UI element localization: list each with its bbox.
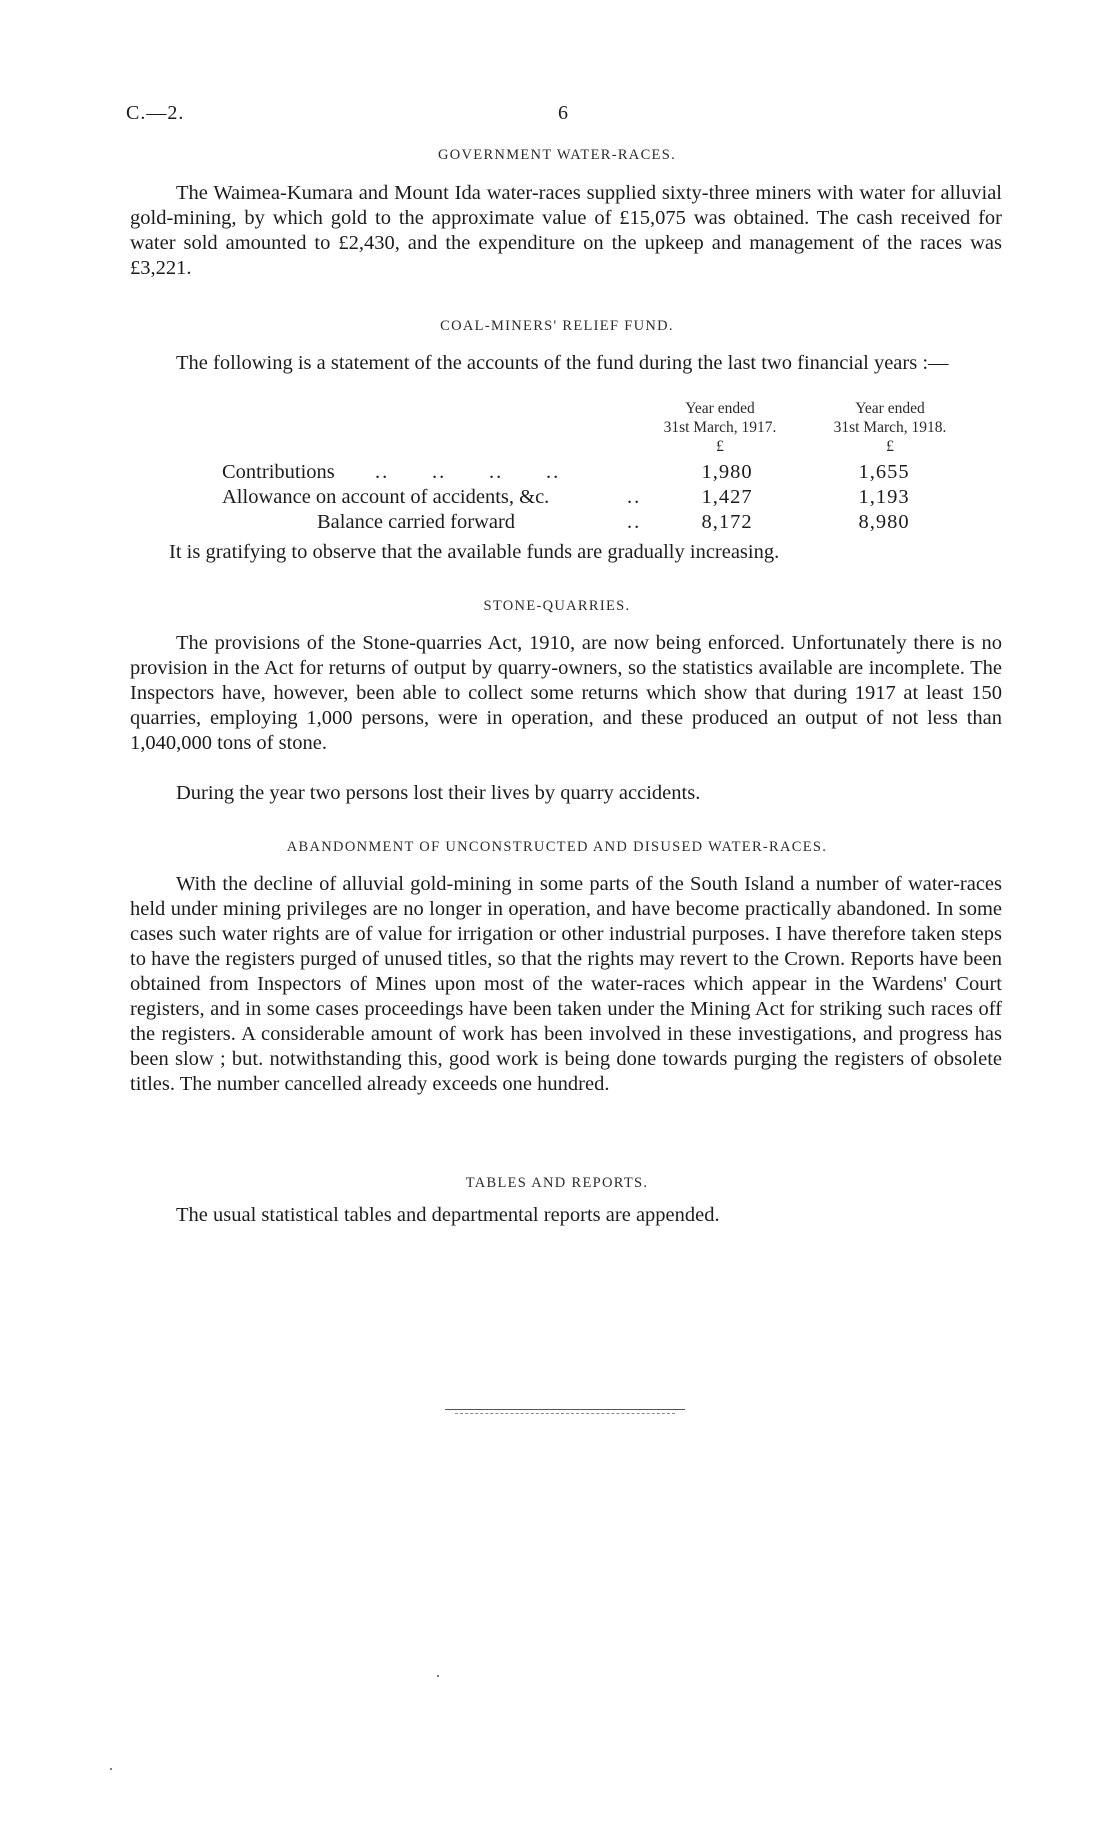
scan-speck: [437, 1675, 439, 1677]
closing-rule-secondary: [455, 1413, 675, 1414]
tables-reports-paragraph: The usual statistical tables and departmental reports are appended.: [176, 1204, 720, 1226]
value-1917: 1,427: [701, 486, 753, 508]
row-label: Balance carried forward: [317, 511, 516, 533]
column-header-1918: Year ended 31st March, 1918. £: [833, 400, 947, 455]
table-row: [0, 486, 1114, 512]
water-races-paragraph: The Waimea-Kumara and Mount Ida water-races supplied sixty-three miners with water for alluvial gold-mining, by which gold to the approximate value of £15,075 was obtained. The cash received for water sold amounted to £2,430, and the expenditure on the upkeep and management of the races was £3,221.: [130, 182, 1002, 279]
row-label: Contributions: [222, 461, 335, 483]
section-title-tables-reports: TABLES AND REPORTS.: [465, 1175, 649, 1191]
section-title-abandonment: ABANDONMENT OF UNCONSTRUCTED AND DISUSED WATER-RACES.: [286, 839, 828, 855]
stone-quarries-paragraph: The provisions of the Stone-quarries Act, 1910, are now being enforced. Unfortunately there is no provision in the Act for returns of output by quarry-owners, so the statistics available are incomplete. The Inspectors have, however, been able to collect some returns which show that during 1917 at least 150 quarries, employing 1,000 persons, were in operation, and these produced an output of not less than 1,040,000 tons of stone.: [130, 632, 1002, 754]
leader-dots: ..: [627, 511, 642, 533]
page-number: 6: [558, 102, 568, 124]
section-title-water-races: GOVERNMENT WATER-RACES.: [437, 147, 676, 163]
table-row: [0, 461, 1114, 487]
value-1918: 1,655: [858, 461, 910, 483]
row-label: Allowance on account of accidents, &c.: [222, 486, 550, 508]
relief-fund-closing: It is gratifying to observe that the available funds are gradually increasing.: [169, 541, 780, 563]
leader-dots: .. .. .. ..: [375, 461, 561, 483]
abandonment-paragraph: With the decline of alluvial gold-mining in some parts of the South Island a number of water-races held under mining privileges are no longer in operation, and have become practically abandoned. In some cases such water rights are of value for irrigation or other industrial purposes. I have therefore taken steps to have the registers purged of unused titles, so that the rights may revert to the Crown. Reports have been obtained from Inspectors of Mines upon most of the water-races which appear in the Wardens' Court registers, and in some cases proceedings have been taken under the Mining Act for striking such races off the registers. A considerable amount of work has been involved in these investigations, and progress has been slow ; but. notwithstanding this, good work is being done towards purging the registers of obsolete titles. The number cancelled already exceeds one hundred.: [130, 873, 1002, 1095]
value-1917: 1,980: [701, 461, 753, 483]
scan-speck: [110, 1768, 112, 1770]
relief-fund-intro: The following is a statement of the accounts of the fund during the last two financial years :—: [176, 352, 949, 374]
value-1917: 8,172: [701, 511, 753, 533]
section-title-stone-quarries: STONE-QUARRIES.: [483, 598, 631, 614]
value-1918: 1,193: [858, 486, 910, 508]
closing-rule: [445, 1409, 685, 1410]
section-title-relief-fund: COAL-MINERS' RELIEF FUND.: [440, 318, 674, 334]
stone-quarries-fatalities: During the year two persons lost their lives by quarry accidents.: [176, 782, 701, 804]
document-reference: C.—2.: [126, 102, 185, 124]
leader-dots: ..: [627, 486, 642, 508]
table-row: [0, 511, 1114, 537]
value-1918: 8,980: [858, 511, 910, 533]
column-header-1917: Year ended 31st March, 1917. £: [663, 400, 777, 455]
